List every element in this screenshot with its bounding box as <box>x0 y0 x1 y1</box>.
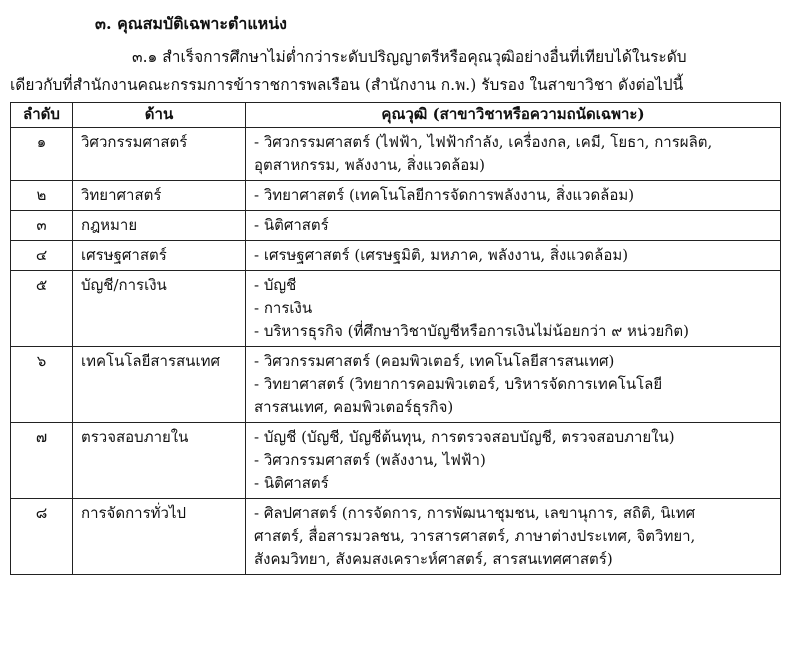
header-qualification: คุณวุฒิ (สาขาวิชาหรือความถนัดเฉพาะ) <box>246 103 781 128</box>
qualification-line: สารสนเทศ, คอมพิวเตอร์ธุรกิจ) <box>254 398 454 416</box>
qualification-line: - บริหารธุรกิจ (ที่ศึกษาวิชาบัญชีหรือการเงินไม่น้อยกว่า ๙ หน่วยกิต) <box>254 322 689 340</box>
row-field: บัญชี/การเงิน <box>73 271 246 347</box>
qualification-line: ศาสตร์, สื่อสารมวลชน, วารสารศาสตร์, ภาษาต่างประเทศ, จิตวิทยา, <box>254 527 696 545</box>
row-qualifications <box>246 241 781 271</box>
paragraph-line-2: เดียวกับที่สำนักงานคณะกรรมการข้าราชการพลเรือน (สำนักงาน ก.พ.) รับรอง ในสาขาวิชา ดังต่อไปนี้ <box>10 76 684 94</box>
table-row <box>11 128 781 181</box>
table-row <box>11 211 781 241</box>
row-field: กฎหมาย <box>73 211 246 241</box>
row-qualifications <box>246 347 781 423</box>
table-row <box>11 271 781 347</box>
row-field: เทคโนโลยีสารสนเทศ <box>73 347 246 423</box>
table-row <box>11 347 781 423</box>
qualification-line: - วิทยาศาสตร์ (วิทยาการคอมพิวเตอร์, บริหารจัดการเทคโนโลยี <box>254 375 663 393</box>
row-order: ๖ <box>11 347 73 423</box>
row-order: ๓ <box>11 211 73 241</box>
qualification-line: - วิทยาศาสตร์ (เทคโนโลยีการจัดการพลังงาน, สิ่งแวดล้อม) <box>254 186 635 204</box>
qualification-line: - นิติศาสตร์ <box>254 216 329 234</box>
qualification-line: - ศิลปศาสตร์ (การจัดการ, การพัฒนาชุมชน, เลขานุการ, สถิติ, นิเทศ <box>254 504 696 522</box>
row-order: ๗ <box>11 423 73 499</box>
row-order: ๕ <box>11 271 73 347</box>
qualification-line: - บัญชี <box>254 276 297 294</box>
row-qualifications <box>246 128 781 181</box>
row-qualifications <box>246 271 781 347</box>
paragraph-line-1: ๓.๑ สำเร็จการศึกษาไม่ต่ำกว่าระดับปริญญาตรีหรือคุณวุฒิอย่างอื่นที่เทียบได้ในระดับ <box>132 48 687 66</box>
qualification-line: - วิศวกรรมศาสตร์ (พลังงาน, ไฟฟ้า) <box>254 451 486 469</box>
qualification-line: - นิติศาสตร์ <box>254 474 329 492</box>
header-field: ด้าน <box>73 103 246 128</box>
header-order: ลำดับ <box>11 103 73 128</box>
table-header-row <box>11 103 781 128</box>
row-field: การจัดการทั่วไป <box>73 499 246 575</box>
row-qualifications <box>246 499 781 575</box>
table-row <box>11 423 781 499</box>
table-row <box>11 241 781 271</box>
qualification-line: - บัญชี (บัญชี, บัญชีต้นทุน, การตรวจสอบบัญชี, ตรวจสอบภายใน) <box>254 428 675 446</box>
row-field: เศรษฐศาสตร์ <box>73 241 246 271</box>
row-field: วิศวกรรมศาสตร์ <box>73 128 246 181</box>
qualification-line: - เศรษฐศาสตร์ (เศรษฐมิติ, มหภาค, พลังงาน, สิ่งแวดล้อม) <box>254 246 629 264</box>
row-field: วิทยาศาสตร์ <box>73 181 246 211</box>
qualification-line: - วิศวกรรมศาสตร์ (คอมพิวเตอร์, เทคโนโลยีสารสนเทศ) <box>254 352 615 370</box>
row-qualifications <box>246 211 781 241</box>
qualification-line: สังคมวิทยา, สังคมสงเคราะห์ศาสตร์, สารสนเทศศาสตร์) <box>254 550 613 568</box>
qualification-line: - การเงิน <box>254 299 313 317</box>
row-order: ๔ <box>11 241 73 271</box>
row-field: ตรวจสอบภายใน <box>73 423 246 499</box>
row-order: ๘ <box>11 499 73 575</box>
row-qualifications <box>246 423 781 499</box>
table-row <box>11 181 781 211</box>
qualification-line: อุตสาหกรรม, พลังงาน, สิ่งแวดล้อม) <box>254 156 486 174</box>
table-row <box>11 499 781 575</box>
row-order: ๑ <box>11 128 73 181</box>
qualifications-table <box>10 102 781 575</box>
section-heading: ๓. คุณสมบัติเฉพาะตำแหน่ง <box>95 14 287 33</box>
row-order: ๒ <box>11 181 73 211</box>
row-qualifications <box>246 181 781 211</box>
qualification-line: - วิศวกรรมศาสตร์ (ไฟฟ้า, ไฟฟ้ากำลัง, เครื่องกล, เคมี, โยธา, การผลิต, <box>254 133 713 151</box>
